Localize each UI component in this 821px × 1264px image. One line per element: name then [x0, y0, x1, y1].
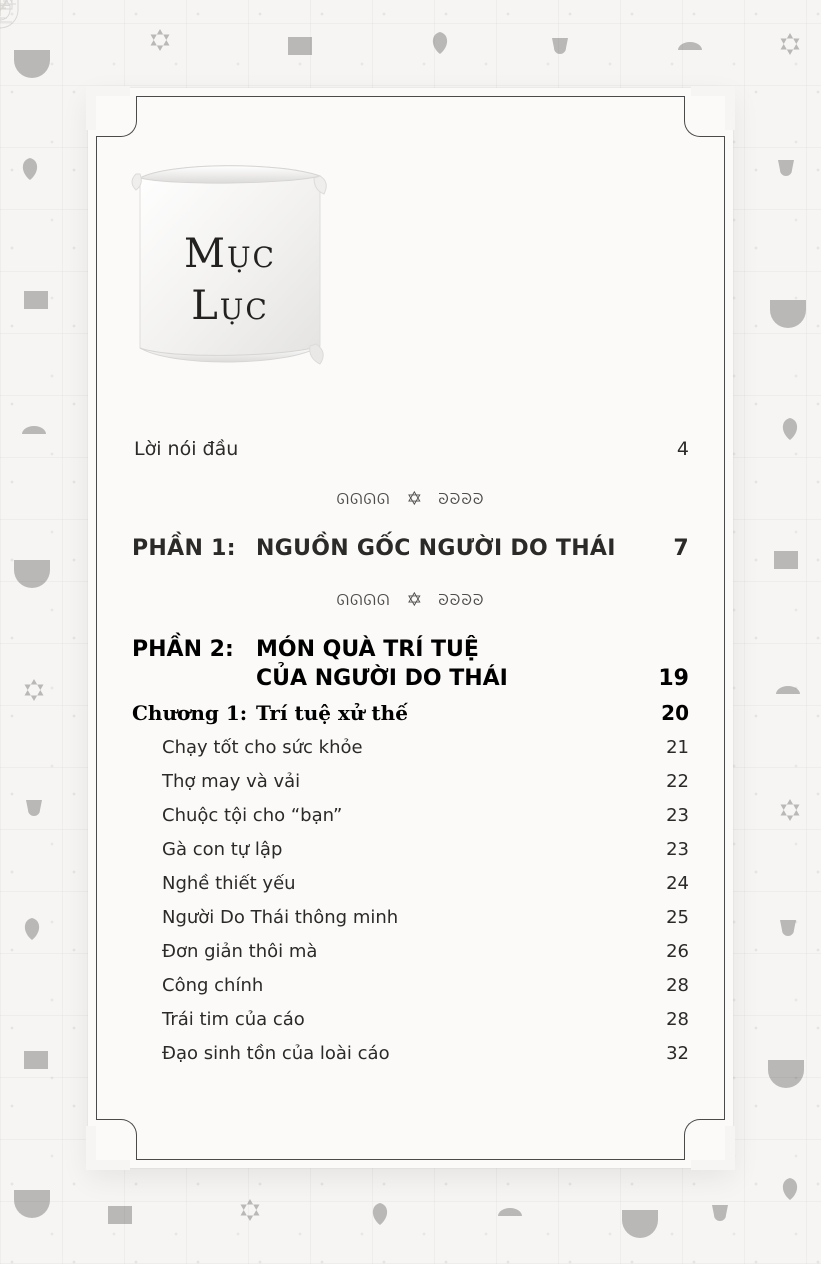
toc-item[interactable]: [132, 907, 689, 928]
toc-item-page: 24: [666, 873, 689, 894]
toc-entry-page: 4: [676, 438, 689, 460]
toc-item-title: Gà con tự lập: [162, 839, 283, 860]
toc-item-title: Nghề thiết yếu: [162, 873, 296, 894]
toc-item[interactable]: [132, 737, 689, 758]
toc-entry-part-2-line1[interactable]: [132, 637, 689, 662]
toc-item[interactable]: [132, 1043, 689, 1064]
toc-item-title: Chạy tốt cho sức khỏe: [162, 737, 363, 758]
star-of-david-icon: ✡: [406, 589, 423, 611]
toc-item-title: Đơn giản thôi mà: [162, 941, 318, 962]
corner-arc-top-right: [684, 96, 725, 137]
toc-item[interactable]: [132, 1009, 689, 1030]
vine-left-icon: ᘏᘏᘏᘏ: [336, 591, 391, 609]
toc-entry-part-1[interactable]: [132, 536, 689, 561]
chapter-1-page: 20: [661, 701, 689, 725]
toc-item-page: 23: [666, 839, 689, 860]
part-1-number: PHẦN 1:: [132, 536, 236, 561]
chapter-1-number: Chương 1:: [132, 701, 248, 725]
toc-item[interactable]: [132, 873, 689, 894]
toc-item-page: 25: [666, 907, 689, 928]
star-of-david-icon: ✡: [406, 488, 423, 510]
corner-arc-bottom-right: [684, 1119, 725, 1160]
part-2-page: 19: [658, 666, 689, 691]
toc-entry-part-2-line2[interactable]: [132, 666, 689, 691]
book-page: [88, 88, 733, 1168]
page-title-line2: Lục: [191, 283, 269, 329]
toc-item-page: 28: [666, 975, 689, 996]
corner-arc-bottom-left: [96, 1119, 137, 1160]
toc-item[interactable]: [132, 839, 689, 860]
toc-item-title: Công chính: [162, 975, 264, 996]
table-of-contents: [132, 438, 689, 1077]
ornament-divider-2: [132, 589, 689, 611]
toc-item[interactable]: [132, 941, 689, 962]
toc-item-title: Thợ may và vải: [162, 771, 301, 792]
toc-item-title: Đạo sinh tồn của loài cáo: [162, 1043, 390, 1064]
corner-arc-top-left: [96, 96, 137, 137]
vine-right-icon: ᘐᘐᘐᘐ: [438, 490, 485, 508]
page-title-line1: Mục: [184, 231, 276, 277]
part-2-title-line2: CỦA NGƯỜI DO THÁI: [256, 666, 508, 691]
toc-item-page: 23: [666, 805, 689, 826]
toc-item-page: 32: [666, 1043, 689, 1064]
part-2-indent: [132, 666, 256, 691]
toc-item-title: Người Do Thái thông minh: [162, 907, 399, 928]
toc-entry-chapter-1[interactable]: [132, 701, 689, 725]
vine-left-icon: ᘏᘏᘏᘏ: [336, 490, 391, 508]
part-1-page: 7: [673, 536, 689, 561]
part-1-title: NGUỒN GỐC NGƯỜI DO THÁI: [256, 536, 616, 561]
toc-item-page: 21: [666, 737, 689, 758]
ornament-divider-1: [132, 488, 689, 510]
toc-item-page: 26: [666, 941, 689, 962]
toc-item[interactable]: [132, 975, 689, 996]
part-2-title-line1: MÓN QUÀ TRÍ TUỆ: [256, 637, 479, 662]
toc-item[interactable]: [132, 771, 689, 792]
scroll-banner: [130, 150, 330, 375]
toc-item[interactable]: [132, 805, 689, 826]
toc-item-page: 22: [666, 771, 689, 792]
part-2-number: PHẦN 2:: [132, 637, 234, 662]
toc-item-page: 28: [666, 1009, 689, 1030]
page-title: [130, 150, 330, 332]
toc-item-title: Chuộc tội cho “bạn”: [162, 805, 343, 826]
chapter-1-title: Trí tuệ xử thế: [256, 701, 408, 725]
toc-entry-label: Lời nói đầu: [134, 438, 239, 460]
vine-right-icon: ᘐᘐᘐᘐ: [438, 591, 485, 609]
toc-entry-preface[interactable]: [132, 438, 689, 460]
toc-item-title: Trái tim của cáo: [162, 1009, 305, 1030]
